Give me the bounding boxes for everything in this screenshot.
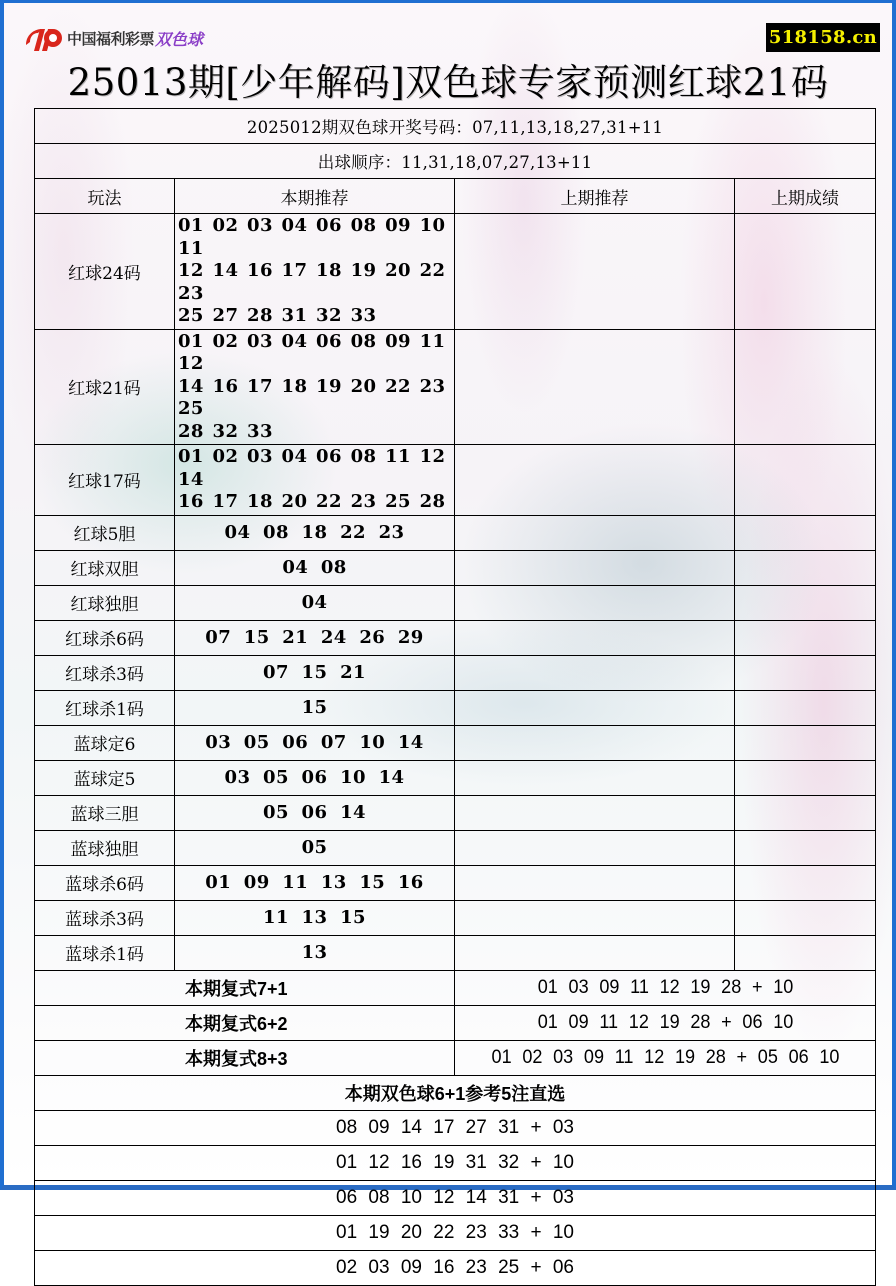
fushi-label: 本期复式6+2 [35,1005,455,1040]
table-row [35,655,876,690]
row-result [735,329,876,445]
row-numbers: 03 05 06 07 10 14 [175,725,455,760]
row-label: 红球杀6码 [35,620,175,655]
fushi-label: 本期复式8+3 [35,1040,455,1075]
reference-pick: 01 19 20 22 23 33 + 10 [35,1215,876,1250]
row-prev [455,655,735,690]
row-label: 红球21码 [35,329,175,445]
row-result [735,795,876,830]
row-result [735,620,876,655]
page-title: 25013期[少年解码]双色球专家预测红球21码 [67,61,829,104]
fushi-numbers: 01 09 11 12 19 28 + 06 10 [465,1005,865,1040]
reference-pick: 06 08 10 12 14 31 + 03 [35,1180,876,1215]
row-result [735,550,876,585]
logo-text-cn: 中国福利彩票 [67,29,155,48]
table-row [35,329,876,445]
table-row [35,830,876,865]
table-row [35,935,876,970]
row-prev [455,329,735,445]
prediction-table [34,108,876,1286]
row-result [735,445,876,516]
table-row [35,445,876,516]
row-prev [455,585,735,620]
number-line: 01 02 03 04 06 08 09 11 12 [178,330,446,374]
row-prev [455,620,735,655]
row-numbers: 04 08 [175,550,455,585]
number-line: 28 32 33 [178,420,273,442]
fushi-row [35,1040,876,1075]
row-label: 红球24码 [35,214,175,330]
row-label: 蓝球三胆 [35,795,175,830]
row-result [735,725,876,760]
row-prev [455,214,735,330]
logo-text-game: 双色球 [155,29,204,49]
row-numbers: 07 15 21 24 26 29 [175,620,455,655]
row-prev [455,690,735,725]
draw-order-text: 出球顺序：11,31,18,07,27,13+11 [35,144,876,179]
row-prev [455,760,735,795]
fushi-row [35,970,876,1005]
welfare-lottery-logo [22,23,203,53]
row-prev [455,795,735,830]
row-prev [455,725,735,760]
row-prev [455,935,735,970]
table-row [35,900,876,935]
table-header-row [35,179,876,214]
reference-pick: 08 09 14 17 27 31 + 03 [35,1110,876,1145]
table-row [35,690,876,725]
row-numbers: 11 13 15 [175,900,455,935]
reference-row [35,1180,876,1215]
row-label: 红球5胆 [35,515,175,550]
row-numbers: 04 [175,585,455,620]
row-result [735,935,876,970]
fushi-numbers: 01 03 09 11 12 19 28 + 10 [465,970,865,1005]
row-prev [455,865,735,900]
row-prev [455,550,735,585]
table-row [35,585,876,620]
row-prev [455,515,735,550]
row-result [735,865,876,900]
row-label: 蓝球杀1码 [35,935,175,970]
table-row [35,725,876,760]
site-badge[interactable]: 518158.cn [766,23,880,52]
row-prev [455,830,735,865]
number-line: 12 14 16 17 18 19 20 22 23 [178,260,446,304]
row-result [735,214,876,330]
lottery-logo-icon [22,23,64,53]
reference-row [35,1215,876,1250]
row-label: 蓝球杀6码 [35,865,175,900]
row-prev [455,900,735,935]
number-line: 25 27 28 31 32 33 [178,305,377,326]
header-play: 玩法 [35,179,175,214]
table-row [35,214,876,330]
reference-pick: 01 12 16 19 31 32 + 10 [35,1145,876,1180]
fushi-row [35,1005,876,1040]
reference-row [35,1250,876,1285]
header-previous: 上期推荐 [455,179,735,214]
reference-pick: 02 03 09 16 23 25 + 06 [35,1250,876,1285]
row-result [735,830,876,865]
table-row [35,865,876,900]
row-numbers: 05 [175,830,455,865]
table-row [35,760,876,795]
row-label: 红球独胆 [35,585,175,620]
row-label: 红球杀1码 [35,690,175,725]
number-line: 14 16 17 18 19 20 22 23 25 [178,375,446,419]
row-numbers: 07 15 21 [175,655,455,690]
number-line: 16 17 18 20 22 23 25 28 [178,491,446,512]
row-label: 蓝球定5 [35,760,175,795]
row-result [735,690,876,725]
table-row [35,550,876,585]
draw-order-row [35,144,876,179]
row-label: 红球双胆 [35,550,175,585]
row-result [735,900,876,935]
fushi-numbers: 01 02 03 09 11 12 19 28 + 05 06 10 [465,1040,865,1075]
row-numbers: 15 [175,690,455,725]
row-label: 蓝球独胆 [35,830,175,865]
row-result [735,515,876,550]
table-row [35,795,876,830]
table-row [35,515,876,550]
row-label: 蓝球定6 [35,725,175,760]
reference-row [35,1145,876,1180]
reference-row [35,1110,876,1145]
row-label: 蓝球杀3码 [35,900,175,935]
row-numbers [175,214,455,330]
row-prev [455,445,735,516]
number-line: 01 02 03 04 06 08 11 12 14 [178,446,446,490]
row-label: 红球17码 [35,445,175,516]
reference-title-row [35,1075,876,1110]
row-numbers: 05 06 14 [175,795,455,830]
header-result: 上期成绩 [735,179,876,214]
draw-result-row [35,109,876,144]
row-numbers: 01 09 11 13 15 16 [175,865,455,900]
row-label: 红球杀3码 [35,655,175,690]
draw-result-text: 2025012期双色球开奖号码：07,11,13,18,27,31+11 [35,109,876,144]
row-result [735,585,876,620]
row-numbers: 13 [175,935,455,970]
table-row [35,620,876,655]
row-result [735,760,876,795]
row-numbers [175,329,455,445]
row-result [735,655,876,690]
header-current: 本期推荐 [175,179,455,214]
fushi-label: 本期复式7+1 [35,970,455,1005]
row-numbers [175,445,455,516]
row-numbers: 04 08 18 22 23 [175,515,455,550]
row-numbers: 03 05 06 10 14 [175,760,455,795]
number-line: 01 02 03 04 06 08 09 10 11 [178,215,446,259]
reference-title: 本期双色球6+1参考5注直选 [35,1075,876,1110]
